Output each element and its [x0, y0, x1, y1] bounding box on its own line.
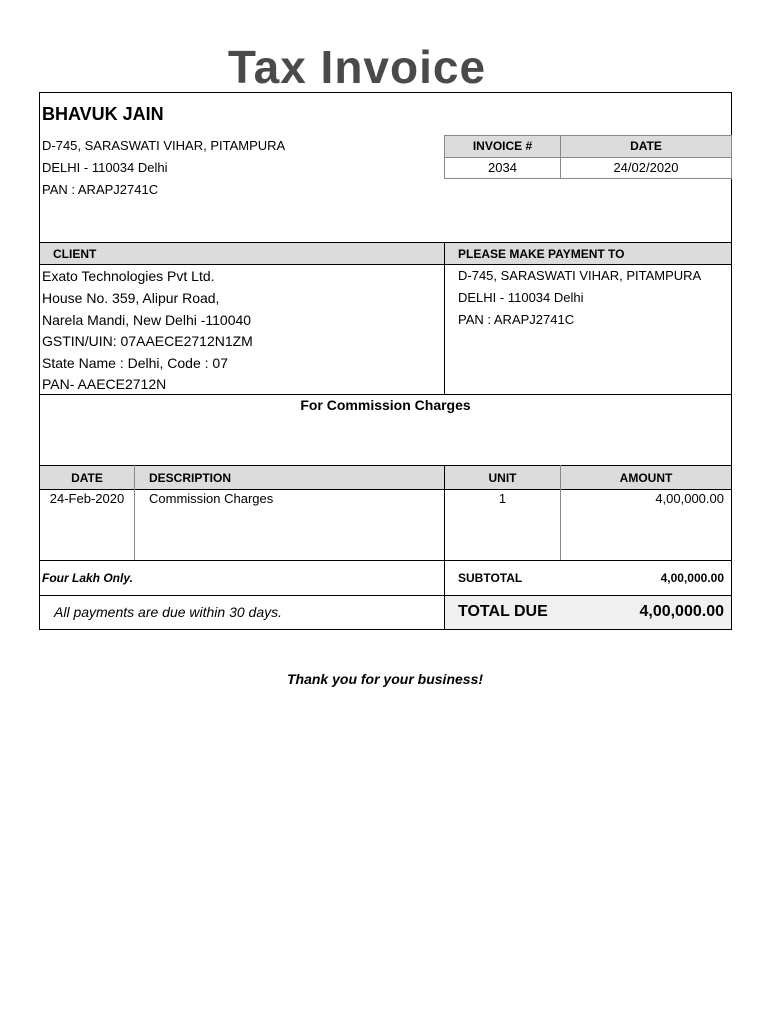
total-due-label: TOTAL DUE: [458, 603, 548, 620]
divider: [39, 242, 732, 243]
item-date: 24-Feb-2020: [49, 491, 125, 506]
divider: [39, 489, 732, 490]
items-header-amount: AMOUNT: [619, 471, 673, 485]
date-label: DATE: [630, 139, 662, 153]
client-line-1: Exato Technologies Pvt Ltd.: [42, 268, 215, 284]
seller-name: BHAVUK JAIN: [42, 104, 164, 124]
client-line-6: PAN- AAECE2712N: [42, 376, 167, 392]
divider: [134, 465, 135, 560]
payment-to-line-3: PAN : ARAPJ2741C: [458, 312, 575, 327]
divider: [39, 394, 732, 395]
divider: [444, 157, 732, 158]
seller-address-line1: D-745, SARASWATI VIHAR, PITAMPURA: [42, 138, 286, 153]
client-line-2: House No. 359, Alipur Road,: [42, 290, 220, 306]
items-header-unit: UNIT: [488, 471, 517, 485]
client-line-4: GSTIN/UIN: 07AAECE2712N1ZM: [42, 333, 253, 349]
invoice-number-value: 2034: [488, 160, 517, 175]
payment-terms: All payments are due within 30 days.: [54, 604, 283, 620]
invoice-date-value: 24/02/2020: [613, 160, 679, 175]
item-description: Commission Charges: [149, 491, 274, 506]
divider: [444, 242, 445, 394]
items-header-date: DATE: [71, 471, 103, 485]
subtotal-value: 4,00,000.00: [660, 571, 724, 585]
payment-to-line-1: D-745, SARASWATI VIHAR, PITAMPURA: [458, 268, 702, 283]
invoice-number-label: INVOICE #: [472, 139, 533, 153]
subtotal-label: SUBTOTAL: [458, 571, 523, 585]
page-title: Tax Invoice: [227, 41, 487, 93]
amount-in-words: Four Lakh Only.: [42, 571, 133, 585]
divider: [39, 264, 732, 265]
invoice-purpose: For Commission Charges: [300, 397, 471, 413]
divider: [39, 560, 732, 561]
items-header-description: DESCRIPTION: [149, 471, 232, 485]
seller-address-line2: DELHI - 110034 Delhi: [42, 160, 168, 175]
client-line-3: Narela Mandi, New Delhi -110040: [42, 312, 252, 328]
item-unit: 1: [498, 491, 507, 506]
total-due-value: 4,00,000.00: [639, 603, 724, 620]
client-label: CLIENT: [53, 247, 97, 261]
thank-you-note: Thank you for your business!: [286, 671, 484, 687]
client-line-5: State Name : Delhi, Code : 07: [42, 355, 228, 371]
payment-to-line-2: DELHI - 110034 Delhi: [458, 290, 584, 305]
payment-to-label: PLEASE MAKE PAYMENT TO: [458, 247, 625, 261]
item-amount: 4,00,000.00: [655, 491, 724, 506]
seller-pan: PAN : ARAPJ2741C: [42, 182, 159, 197]
client-header-bg: [40, 243, 731, 264]
